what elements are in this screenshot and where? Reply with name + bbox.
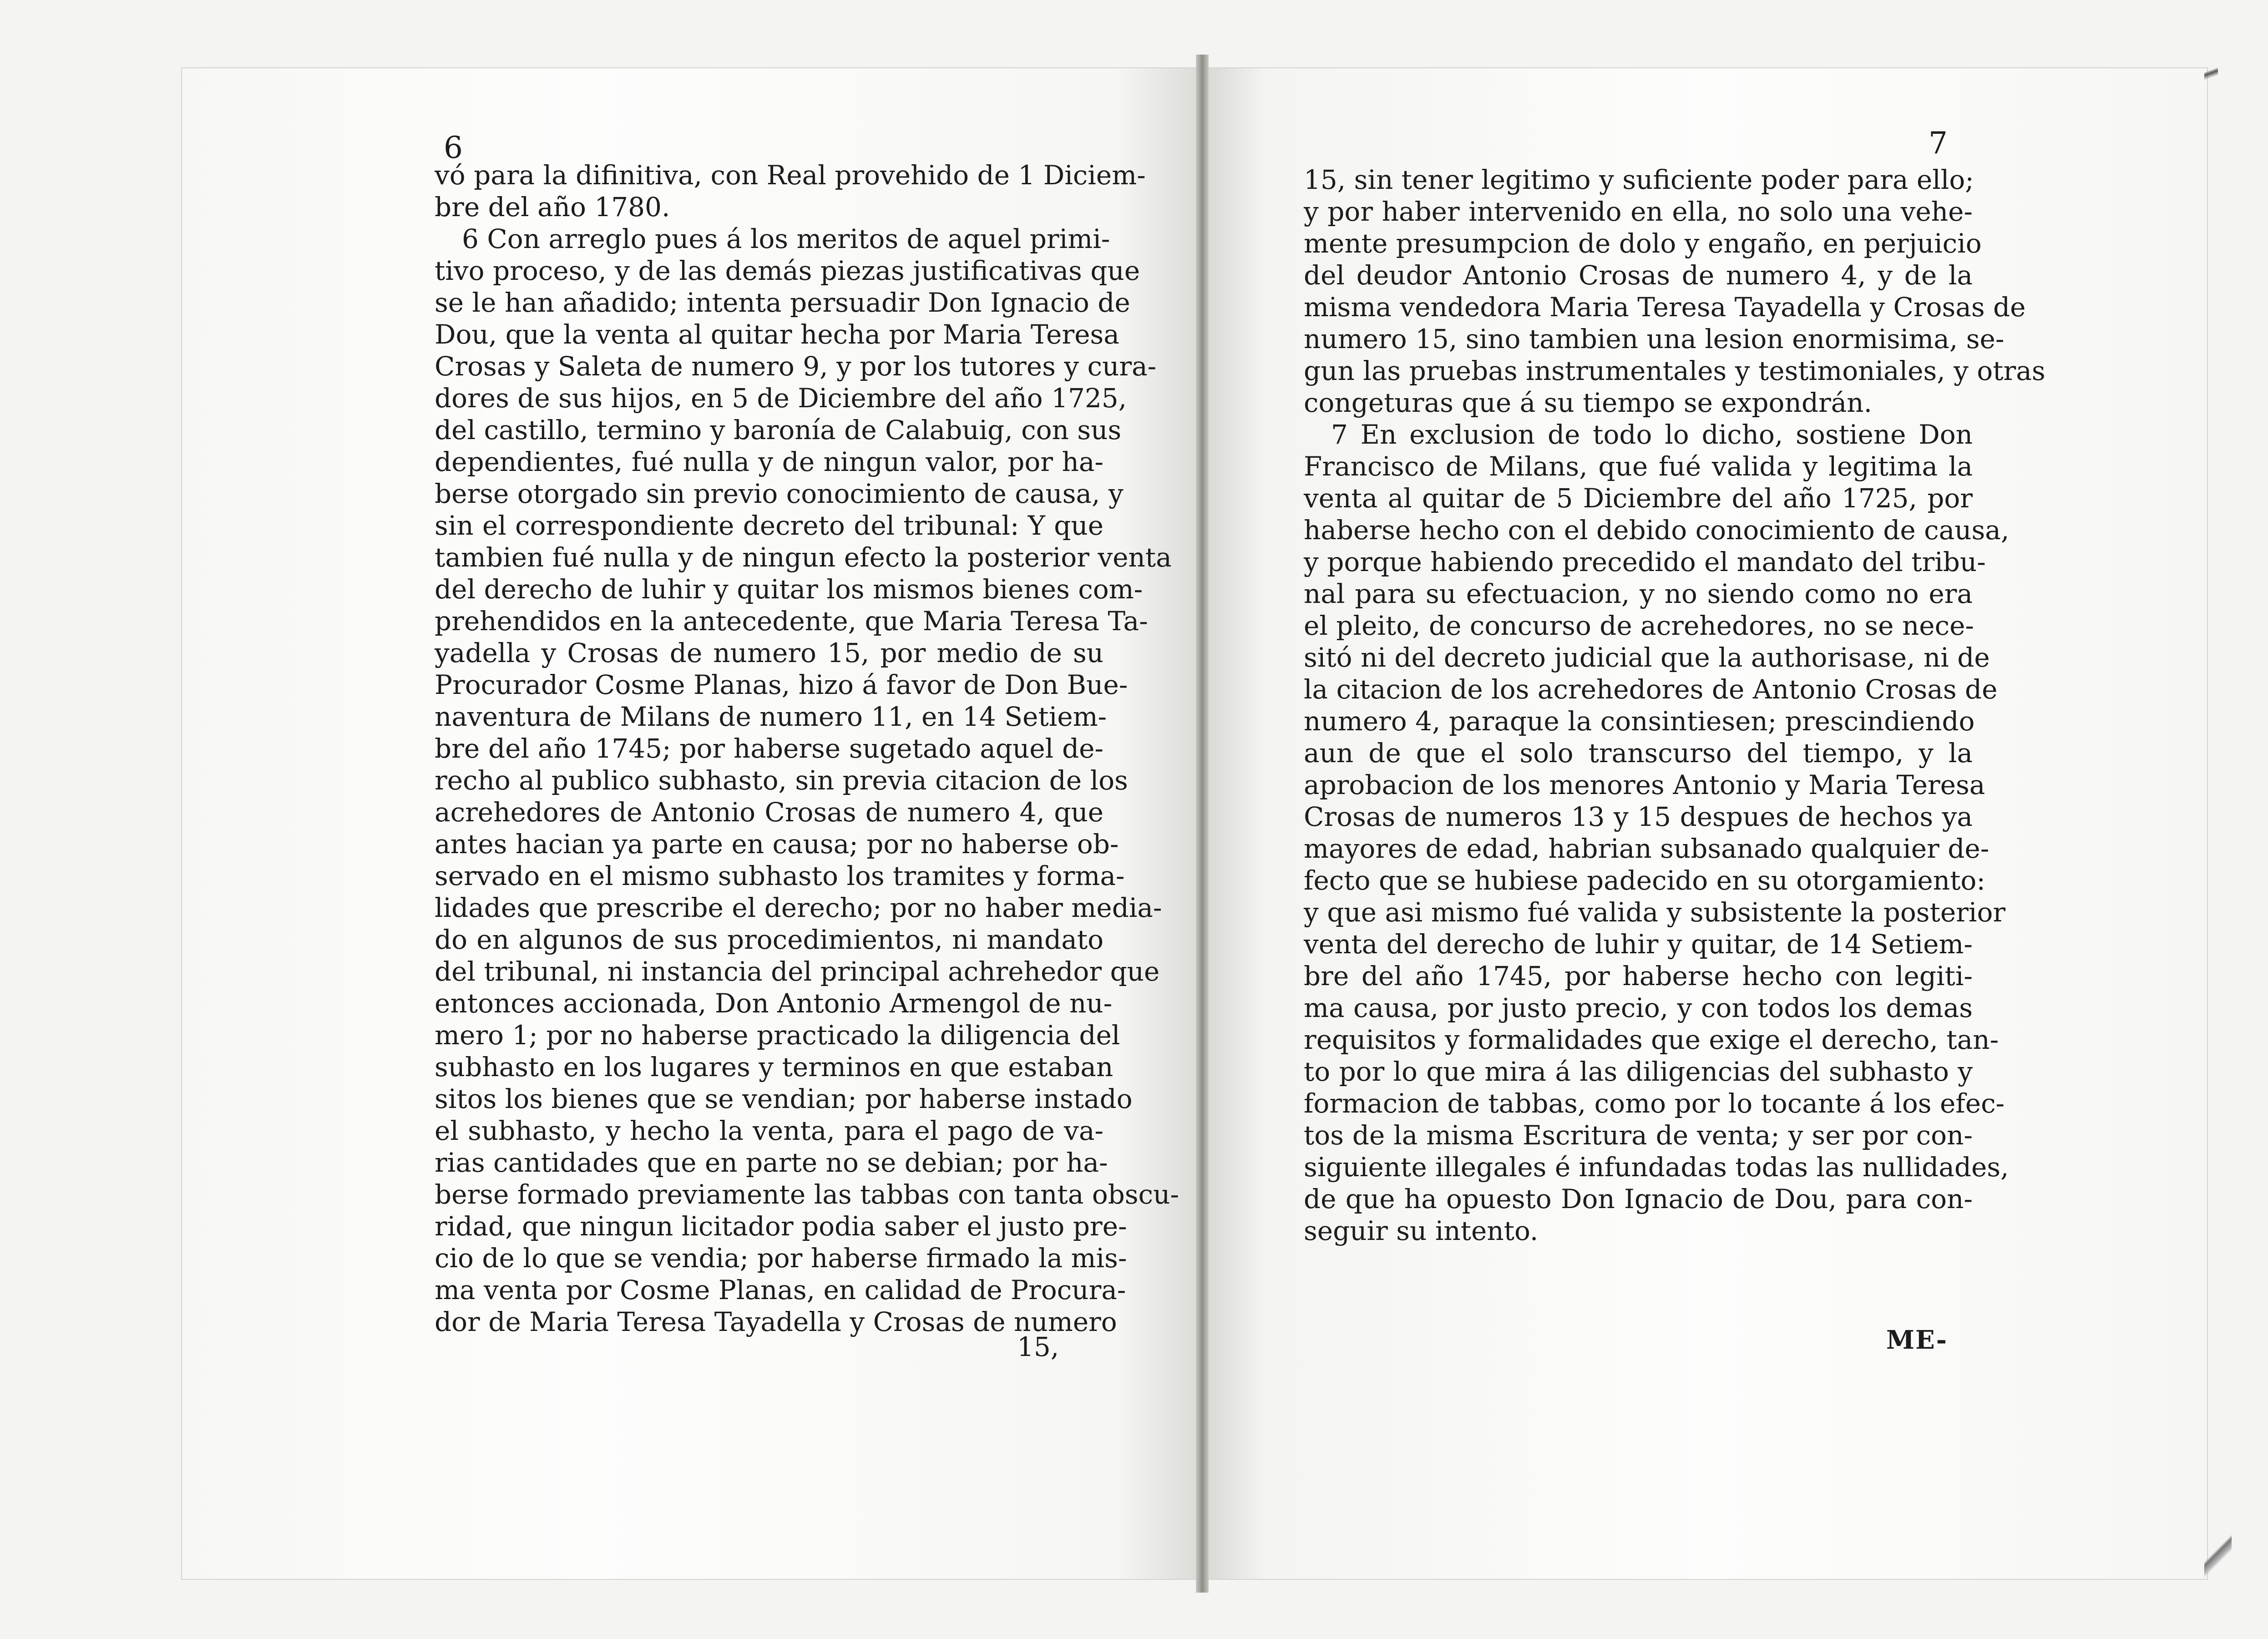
text-line: el pleito, de concurso de acrehedores, no se nece-	[1304, 610, 1974, 641]
text-line: sin el correspondiente decreto del tribunal: Y que	[435, 510, 1104, 541]
text-line: dor de Maria Teresa Tayadella y Crosas de numero	[435, 1306, 1117, 1337]
text-line: rias cantidades que en parte no se debian; por ha-	[435, 1147, 1108, 1178]
text-line: mero 1; por no haberse practicado la diligencia del	[435, 1020, 1120, 1051]
text-line: berse otorgado sin previo conocimiento de causa, y	[435, 478, 1124, 509]
text-line: nal para su efectuacion, y no siendo como no era	[1304, 578, 1973, 609]
text-line: to por lo que mira á las diligencias del subhasto y	[1304, 1056, 1973, 1087]
text-line: cio de lo que se vendia; por haberse firmado la mis-	[435, 1243, 1127, 1274]
text-line: de que ha opuesto Don Ignacio de Dou, para con-	[1304, 1184, 1973, 1214]
text-line: seguir su intento.	[1304, 1215, 1539, 1246]
text-line: tos de la misma Escritura de venta; y ser por con-	[1304, 1120, 1973, 1151]
text-line: haberse hecho con el debido conocimiento de causa,	[1304, 515, 2010, 546]
text-line: y porque habiendo precedido el mandato del tribu-	[1304, 546, 1986, 577]
text-line: servado en el mismo subhasto los tramites y forma-	[435, 860, 1125, 891]
text-line: gun las pruebas instrumentales y testimoniales, y otras	[1304, 355, 2045, 386]
text-line: venta del derecho de luhir y quitar, de 14 Setiem-	[1304, 929, 1973, 960]
text-line: dores de sus hijos, en 5 de Diciembre del año 1725,	[435, 383, 1127, 414]
text-line: yadella y Crosas de numero 15, por medio de su	[435, 637, 1104, 668]
right-page-text	[1304, 164, 2045, 1247]
text-line: prehendidos en la antecedente, que Maria Teresa Ta-	[435, 606, 1148, 637]
text-line: 6 Con arreglo pues á los meritos de aquel primi-	[462, 223, 1110, 254]
text-line: berse formado previamente las tabbas con tanta obscu-	[435, 1179, 1179, 1210]
text-line: formacion de tabbas, como por lo tocante á los efec-	[1304, 1088, 2005, 1119]
text-line: del deudor Antonio Crosas de numero 4, y de la	[1304, 260, 1973, 291]
text-line: acrehedores de Antonio Crosas de numero 4, que	[435, 797, 1104, 828]
text-line: y por haber intervenido en ella, no solo una vehe-	[1304, 196, 1973, 227]
text-line: 7 En exclusion de todo lo dicho, sostiene Don	[1331, 419, 1973, 450]
text-line: sitos los bienes que se vendian; por haberse instado	[435, 1083, 1133, 1114]
page-edge-mark-bottom	[2204, 1529, 2232, 1583]
text-line: se le han añadido; intenta persuadir Don Ignacio de	[435, 287, 1130, 318]
text-line: numero 15, sino tambien una lesion enormisima, se-	[1304, 324, 2005, 354]
book-gutter	[1196, 55, 1209, 1593]
text-line: del tribunal, ni instancia del principal achrehedor que	[435, 956, 1160, 987]
text-line: mayores de edad, habrian subsanado qualquier de-	[1304, 833, 1990, 864]
right-catchword: ME-	[1886, 1325, 1948, 1355]
text-line: Crosas y Saleta de numero 9, y por los tutores y cura-	[435, 351, 1157, 382]
text-line: numero 4, paraque la consintiesen; prescindiendo	[1304, 706, 1975, 737]
text-line: y que asi mismo fué valida y subsistente la posterior	[1304, 897, 2006, 928]
text-line: antes hacian ya parte en causa; por no haberse ob-	[435, 829, 1119, 860]
text-line: vó para la difinitiva, con Real provehido de 1 Diciem-	[435, 160, 1146, 191]
text-line: subhasto en los lugares y terminos en que estaban	[435, 1052, 1114, 1083]
text-line: tambien fué nulla y de ningun efecto la posterior venta	[435, 542, 1172, 573]
text-line: tivo proceso, y de las demás piezas justificativas que	[435, 255, 1140, 286]
text-line: naventura de Milans de numero 11, en 14 Setiem-	[435, 701, 1107, 732]
text-line: aun de que el solo transcurso del tiempo, y la	[1304, 738, 1973, 769]
text-line: dependientes, fué nulla y de ningun valor, por ha-	[435, 446, 1104, 477]
text-line: ridad, que ningun licitador podia saber el justo pre-	[435, 1211, 1127, 1242]
left-page-text	[435, 159, 1179, 1338]
text-line: del castillo, termino y baronía de Calabuig, con sus	[435, 415, 1122, 445]
text-line: do en algunos de sus procedimientos, ni mandato	[435, 924, 1104, 955]
text-line: aprobacion de los menores Antonio y Maria Teresa	[1304, 769, 1985, 800]
text-line: bre del año 1780.	[435, 192, 670, 223]
page-edge-mark-top	[2204, 50, 2218, 100]
left-catchword: 15,	[1017, 1331, 1059, 1362]
text-line: bre del año 1745; por haberse sugetado aquel de-	[435, 733, 1104, 764]
text-line: misma vendedora Maria Teresa Tayadella y Crosas de	[1304, 292, 2026, 323]
text-line: venta al quitar de 5 Diciembre del año 1725, por	[1304, 483, 1973, 514]
text-line: 15, sin tener legitimo y suficiente poder para ello;	[1304, 164, 1974, 195]
text-line: Procurador Cosme Planas, hizo á favor de Don Bue-	[435, 669, 1128, 700]
text-line: entonces accionada, Don Antonio Armengol de nu-	[435, 988, 1113, 1019]
text-line: del derecho de luhir y quitar los mismos bienes com-	[435, 574, 1143, 605]
text-line: ma venta por Cosme Planas, en calidad de Procura-	[435, 1275, 1126, 1305]
text-line: requisitos y formalidades que exige el derecho, tan-	[1304, 1024, 1999, 1055]
text-line: bre del año 1745, por haberse hecho con legiti-	[1304, 961, 1973, 991]
right-page-number: 7	[1929, 126, 1948, 161]
text-line: ma causa, por justo precio, y con todos los demas	[1304, 992, 1973, 1023]
text-line: siguiente illegales é infundadas todas las nullidades,	[1304, 1152, 2009, 1183]
text-line: Crosas de numeros 13 y 15 despues de hechos ya	[1304, 801, 1973, 832]
text-line: Dou, que la venta al quitar hecha por Maria Teresa	[435, 319, 1119, 350]
text-line: lidades que prescribe el derecho; por no haber media-	[435, 892, 1162, 923]
text-line: congeturas que á su tiempo se expondrán.	[1304, 387, 1873, 418]
text-line: Francisco de Milans, que fué valida y legitima la	[1304, 451, 1973, 482]
text-line: fecto que se hubiese padecido en su otorgamiento:	[1304, 865, 1985, 896]
text-line: mente presumpcion de dolo y engaño, en perjuicio	[1304, 228, 1982, 259]
left-page-number: 6	[444, 130, 463, 165]
text-line: sitó ni del decreto judicial que la authorisase, ni de	[1304, 642, 1990, 673]
text-line: el subhasto, y hecho la venta, para el pago de va-	[435, 1115, 1104, 1146]
text-line: la citacion de los acrehedores de Antonio Crosas de	[1304, 674, 1998, 705]
text-line: recho al publico subhasto, sin previa citacion de los	[435, 765, 1128, 796]
